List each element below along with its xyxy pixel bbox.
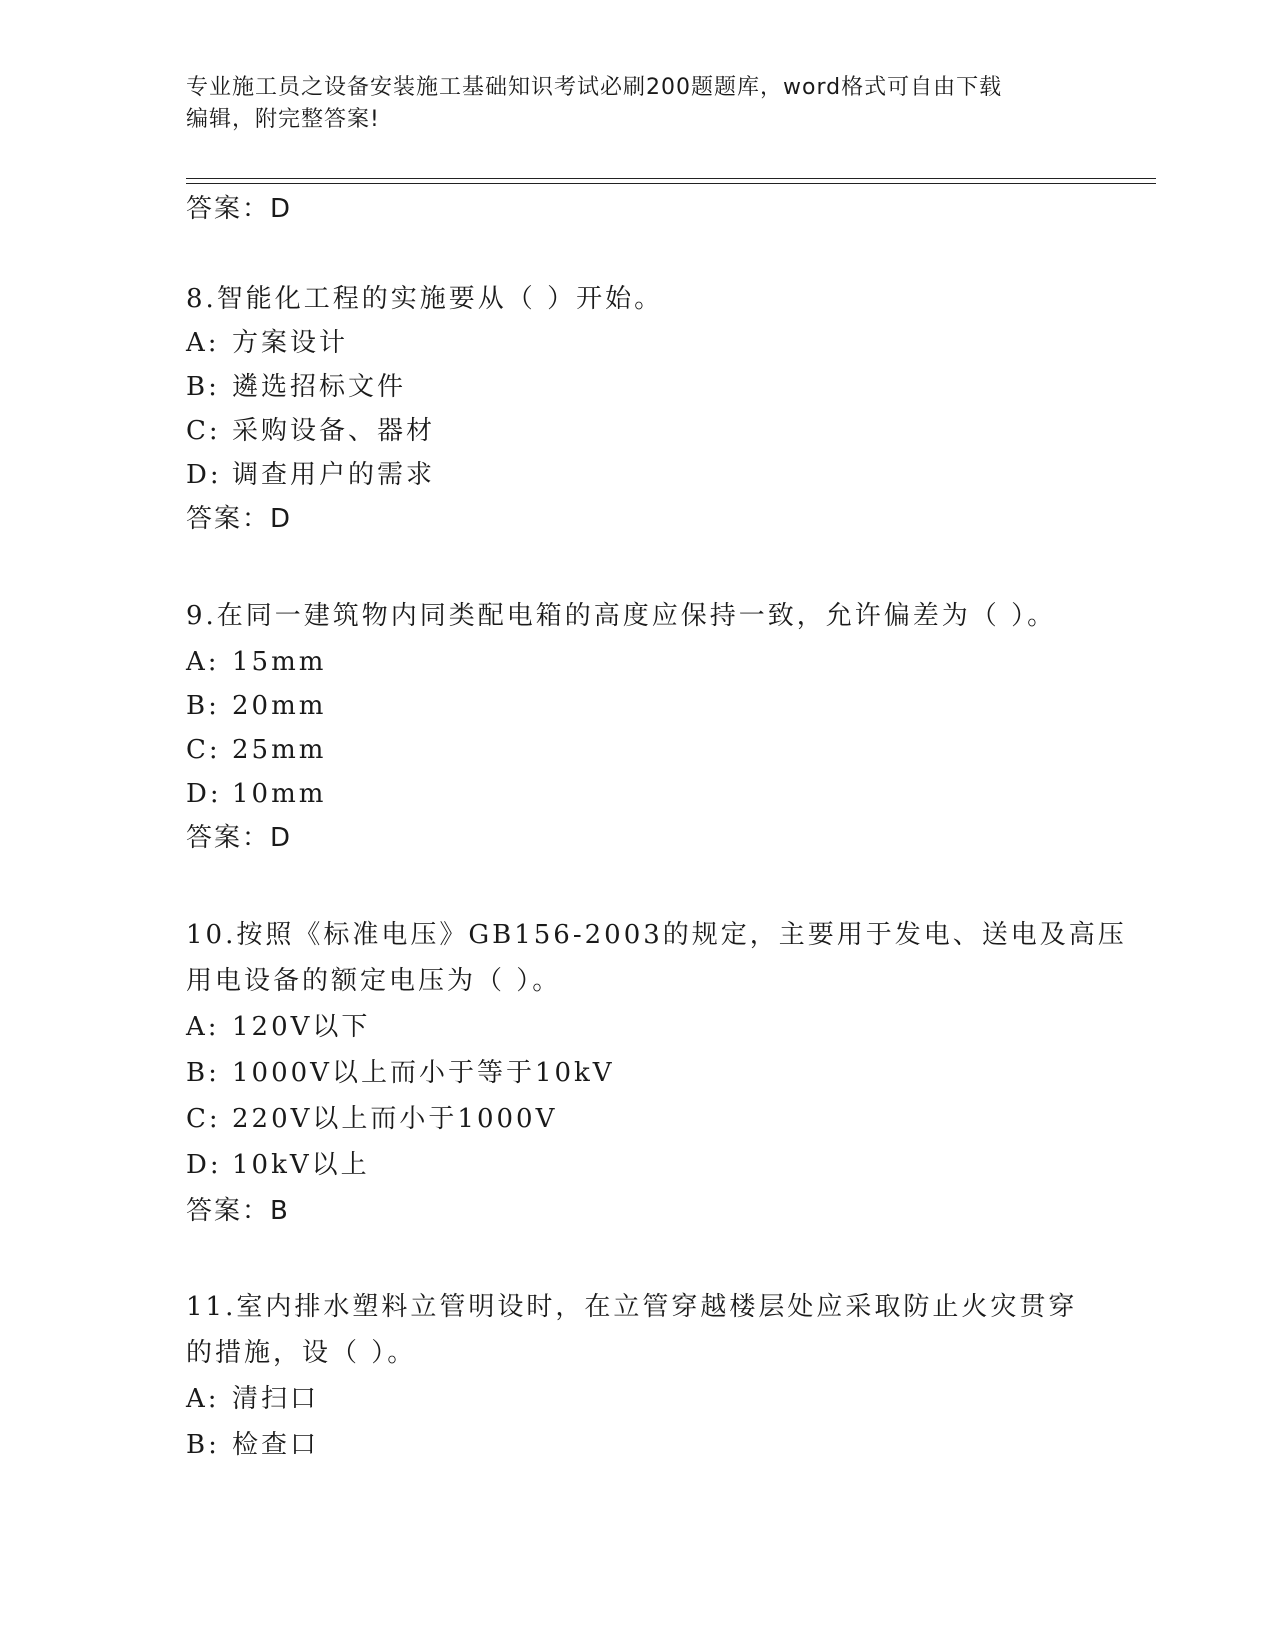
- question-8-option-c: C: 采购设备、器材: [186, 416, 436, 446]
- question-11-option-b: B: 检查口: [186, 1430, 320, 1460]
- question-10-stem-line-2: 用电设备的额定电压为（ ）。: [186, 966, 562, 996]
- question-11-stem-line-2: 的措施，设（ ）。: [186, 1338, 417, 1368]
- header-divider-top: [186, 178, 1156, 179]
- question-10-option-d: D: 10kV以上: [186, 1150, 370, 1180]
- question-11-option-a: A: 清扫口: [186, 1384, 320, 1414]
- question-9-option-d: D: 10mm: [186, 779, 327, 809]
- question-10-option-c: C: 220V以上而小于1000V: [186, 1104, 558, 1134]
- header-title-line-2: 编辑，附完整答案!: [186, 107, 380, 132]
- question-8-stem: 8.智能化工程的实施要从（ ）开始。: [186, 284, 664, 314]
- question-9-option-a: A: 15mm: [186, 647, 327, 677]
- question-9-option-b: B: 20mm: [186, 691, 327, 721]
- page-header: [186, 72, 1066, 136]
- answer-line: 答案：D: [186, 194, 293, 224]
- question-9-stem: 9.在同一建筑物内同类配电箱的高度应保持一致，允许偏差为（ ）。: [186, 601, 1057, 631]
- question-10-stem-line-1: 10.按照《标准电压》GB156-2003的规定，主要用于发电、送电及高压: [186, 920, 1127, 950]
- header-divider-bottom: [186, 183, 1156, 184]
- question-9-option-c: C: 25mm: [186, 735, 327, 765]
- question-11-stem-line-1: 11.室内排水塑料立管明设时，在立管穿越楼层处应采取防止火灾贯穿: [186, 1292, 1078, 1322]
- question-10-option-a: A: 120V以下: [186, 1012, 371, 1042]
- question-8-option-d: D: 调查用户的需求: [186, 460, 436, 490]
- header-title-line-1: 专业施工员之设备安装施工基础知识考试必刷200题题库，word格式可自由下载: [186, 75, 1003, 100]
- question-8-option-b: B: 遴选招标文件: [186, 372, 407, 402]
- question-10-answer: 答案：B: [186, 1196, 290, 1226]
- question-9-answer: 答案：D: [186, 823, 293, 853]
- question-10-option-b: B: 1000V以上而小于等于10kV: [186, 1058, 615, 1088]
- question-8-answer: 答案：D: [186, 504, 293, 534]
- question-8-option-a: A: 方案设计: [186, 328, 349, 358]
